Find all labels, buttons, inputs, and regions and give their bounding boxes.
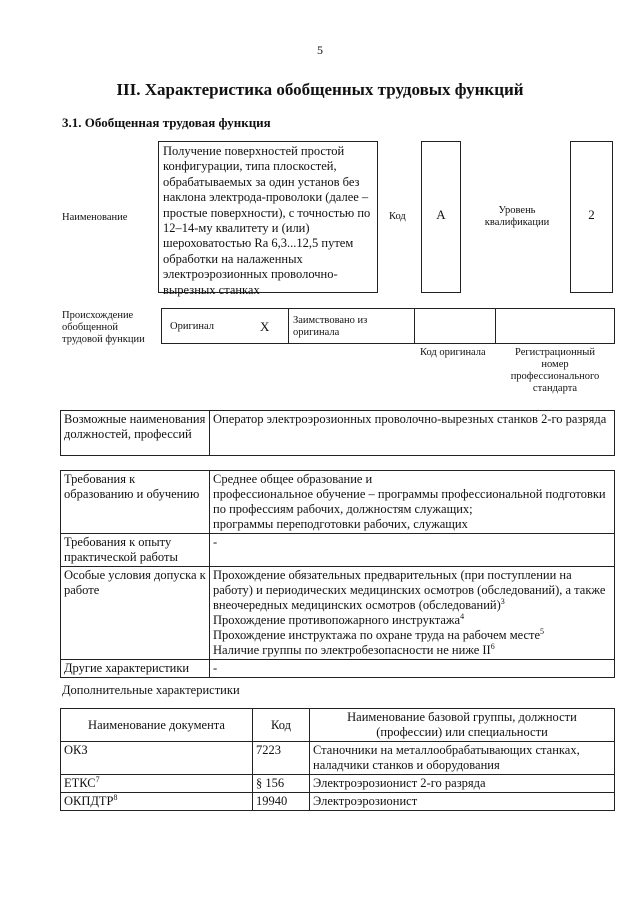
row-name: Станочники на металлообрабатывающих станках, наладчики станков и оборудования — [310, 742, 615, 775]
condition-item: Прохождение обязательных предварительных (при поступлении на работу) и периодических медицинских осмотров (обследований), а также внеочередных медицинских осмотров (обследований)$^3$ — [213, 568, 606, 612]
conditions-value — [210, 567, 615, 660]
header-code: Код — [253, 709, 310, 742]
positions-value: Оператор электроэрозионных проволочно-вырезных станков 2-го разряда — [210, 411, 615, 456]
origin-divider — [414, 309, 415, 343]
origin-row — [161, 308, 615, 344]
positions-label: Возможные наименования должностей, профессий — [61, 411, 210, 456]
additional-title: Дополнительные характеристики — [62, 683, 240, 697]
section-title: III. Характеристика обобщенных трудовых функций — [116, 80, 524, 99]
conditions-label: Особые условия допуска к работе — [61, 567, 210, 660]
row-code: 7223 — [253, 742, 310, 775]
level-label: Уровень квалификации — [484, 205, 550, 228]
row-name: Электроэрозионист — [310, 793, 615, 811]
header-group: Наименование базовой группы, должности (профессии) или специальности — [310, 709, 615, 742]
reg-number-caption: Регистрационный номер профессионального стандарта — [510, 347, 600, 394]
experience-value: - — [210, 534, 615, 567]
positions-table — [60, 410, 615, 456]
education-label: Требования к образованию и обучению — [61, 471, 210, 534]
education-line: Среднее общее образование и — [213, 472, 373, 486]
additional-table — [60, 708, 615, 811]
code-label: Код — [389, 211, 406, 222]
header-document: Наименование документа — [61, 709, 253, 742]
subsection-title: 3.1. Обобщенная трудовая функция — [62, 115, 271, 130]
origin-divider — [495, 309, 496, 343]
original-label: Оригинал — [170, 321, 214, 332]
row-name: Электроэрозионист 2-го разряда — [310, 775, 615, 793]
education-line: программы переподготовки рабочих, служащих — [213, 517, 468, 531]
origin-divider — [288, 309, 289, 343]
code-value: А — [421, 141, 461, 293]
row-doc: ОКЗ — [61, 742, 253, 775]
experience-label: Требования к опыту практической работы — [61, 534, 210, 567]
row-doc: ЕТКС$^7$ — [61, 775, 253, 793]
condition-item: Прохождение инструктажа по охране труда на рабочем месте$^5$ — [213, 626, 545, 642]
original-mark: Х — [260, 319, 270, 334]
education-value — [210, 471, 615, 534]
other-value: - — [210, 660, 615, 678]
condition-item: Наличие группы по электробезопасности не ниже $II^6$ — [213, 641, 495, 657]
code-original-caption: Код оригинала — [420, 347, 486, 358]
page-number: 5 — [317, 43, 323, 57]
condition-item: Прохождение противопожарного инструктажа$^4$ — [213, 611, 465, 627]
row-doc: ОКПДТР$^8$ — [61, 793, 253, 811]
function-description: Получение поверхностей простой конфигурации, типа плоскостей, обрабатываемых за один установ без наклона электрода-проволоки (далее – простые поверхности), с точностью по 12–14-му квалитету и (или) шероховатостью Ra 6,3...12,5 путем обработки на налаженных электроэрозионных проволочно-вырезных станках — [158, 141, 378, 293]
requirements-table — [60, 470, 615, 678]
row-code: 19940 — [253, 793, 310, 811]
level-value: 2 — [570, 141, 613, 293]
borrowed-label: Заимствовано из оригинала — [293, 315, 368, 338]
education-line: профессиональное обучение – программы профессиональной подготовки по профессиям рабочих, должностям служащих; — [213, 487, 606, 516]
name-label: Наименование — [62, 212, 128, 223]
row-code: § 156 — [253, 775, 310, 793]
origin-label: Происхождение обобщенной трудовой функции — [62, 310, 145, 345]
other-label: Другие характеристики — [61, 660, 210, 678]
